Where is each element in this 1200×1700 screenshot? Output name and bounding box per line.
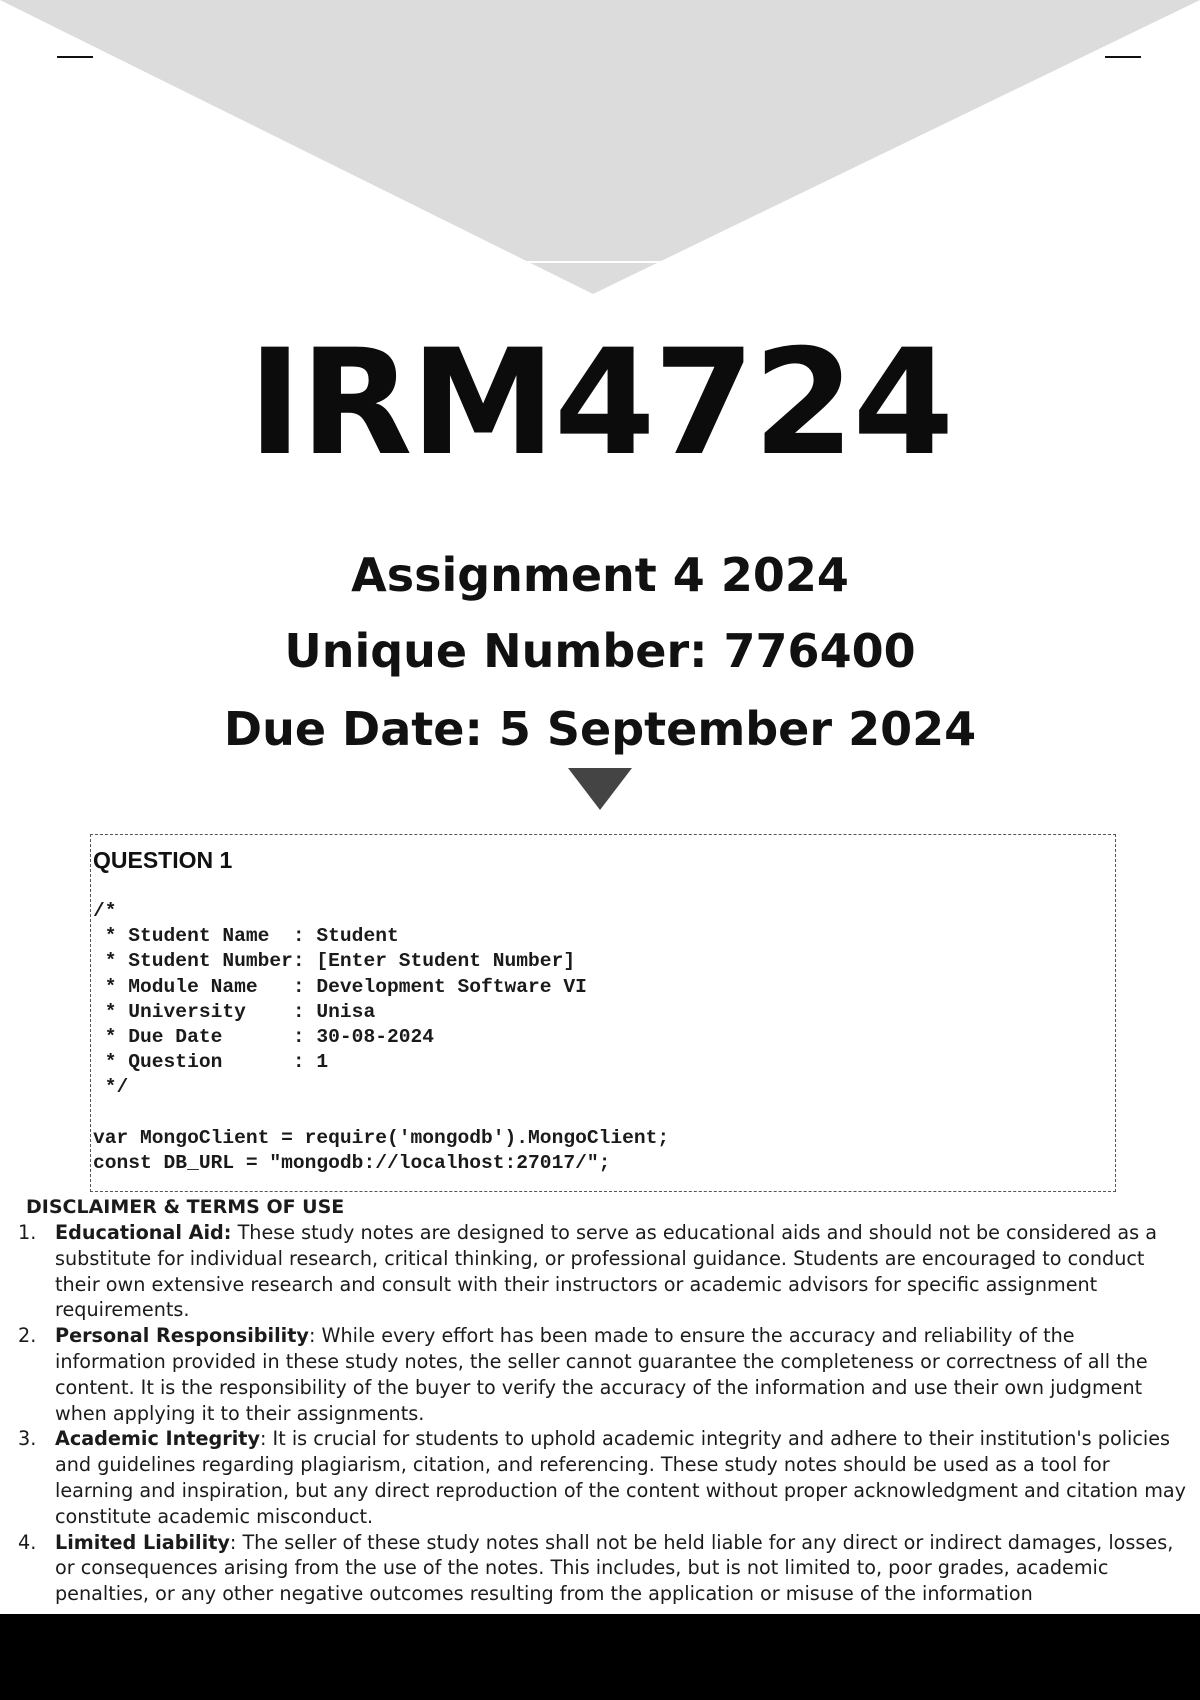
corner-rule-right	[1105, 56, 1141, 58]
assignment-label: Assignment 4 2024	[351, 548, 849, 602]
bottom-black-bar	[0, 1614, 1200, 1700]
item-text: : The seller of these study notes shall not be held liable for any direct or indirect damages, losses, or consequences arising from the use of the notes. This includes, but is not limited to, poor grades, academic penalties, or any other negative outcomes resulting from the application or misuse of the information	[55, 1530, 1174, 1606]
item-text: : While every effort has been made to ensure the accuracy and reliability of the information provided in these study notes, the seller cannot guarantee the completeness or correctness of all the content. It is the responsibility of the buyer to verify the accuracy of the information and use their own judgment when applying it to their assignments.	[55, 1324, 1148, 1425]
item-heading: Personal Responsibility	[55, 1324, 309, 1348]
corner-rule-left	[57, 56, 93, 58]
code-snippet: /* * Student Name : Student * Student Number: [Enter Student Number] * Module Name : Development Software VI * University : Unisa * Due Date : 30-08-2024 * Question : 1 */ var MongoClient = require('mongodb').MongoClient; const DB_URL = "mongodb://localhost:27017/";	[93, 900, 670, 1175]
item-heading: Limited Liability	[55, 1530, 230, 1554]
course-code-title: IRM4724	[247, 318, 953, 488]
item-text: These study notes are designed to serve as educational aids and should not be considered as a substitute for individual research, critical thinking, or professional guidance. Students are encouraged to conduct their own extensive research and consult with their instructors or academic advisors for specific assignment requirements.	[55, 1221, 1157, 1322]
disclaimer-title: DISCLAIMER & TERMS OF USE	[26, 1196, 345, 1218]
down-arrow-icon	[568, 768, 632, 810]
unique-number: Unique Number: 776400	[284, 624, 916, 678]
item-number: 2.	[18, 1324, 37, 1348]
item-number: 3.	[18, 1427, 37, 1451]
disclaimer-item-academic-integrity	[18, 1426, 1188, 1529]
disclaimer-item-educational-aid	[18, 1220, 1188, 1323]
item-heading: Educational Aid:	[55, 1221, 232, 1244]
item-text: : It is crucial for students to uphold academic integrity and adhere to their institution's policies and guidelines regarding plagiarism, citation, and referencing. These study notes should be used as a tool for learning and inspiration, but any direct reproduction of the content without proper acknowledgment and citation may constitute academic misconduct.	[55, 1427, 1186, 1528]
item-number: 4.	[18, 1530, 37, 1554]
item-heading: Academic Integrity	[55, 1427, 260, 1451]
due-date: Due Date: 5 September 2024	[223, 702, 977, 756]
disclaimer-section	[18, 1194, 1188, 1607]
question-title: QUESTION 1	[93, 847, 233, 873]
top-chevron-banner	[0, 0, 1200, 300]
item-number: 1.	[18, 1221, 37, 1244]
question-preview-box	[90, 834, 1116, 1192]
disclaimer-item-personal-responsibility	[18, 1323, 1188, 1426]
disclaimer-list	[18, 1220, 1188, 1607]
disclaimer-item-limited-liability	[18, 1530, 1188, 1607]
